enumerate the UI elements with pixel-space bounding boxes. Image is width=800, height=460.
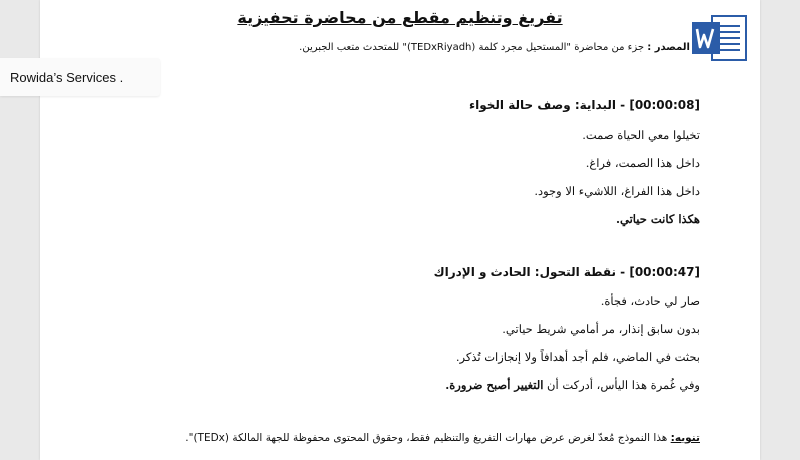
- section-2-line-3: بحثت في الماضي، فلم أجد أهدافاً ولا إنجازات تُذكر.: [455, 350, 700, 364]
- section-1-closing: هكذا كانت حياتي.: [616, 212, 700, 226]
- document-body: [100, 0, 700, 460]
- brand-label-text: Rowida’s Services .: [10, 69, 124, 85]
- disclaimer-note: [185, 432, 700, 444]
- section-2-timestamp: [00:00:47] - نقطة التحول: الحادث و الإدراك: [433, 265, 700, 279]
- source-text: جزء من محاضرة "المستحيل مجرد كلمة (TEDxRiyadh)" للمتحدث متعب الجبرين.: [299, 42, 645, 53]
- section-2-line-2: بدون سابق إنذار، مر أمامي شريط حياتي.: [502, 322, 700, 336]
- note-label: تنويه:: [670, 432, 700, 444]
- section-1-timestamp: [00:00:08] - البداية: وصف حالة الخواء: [468, 98, 700, 112]
- section-2-closing: [445, 378, 700, 392]
- source-label: المصدر :: [647, 42, 690, 53]
- section-2-closing-prefix: وفي غُمرة هذا اليأس، أدركت أن: [543, 378, 700, 392]
- source-line: [299, 42, 690, 53]
- document-title: تفريغ وتنظيم مقطع من محاضرة تحفيزية: [237, 8, 563, 27]
- note-text: هذا النموذج مُعدّ لغرض عرض مهارات التفريغ والتنظيم فقط، وحقوق المحتوى محفوظة للجهة المالكة (TEDx)".: [185, 432, 671, 444]
- section-1-line-1: تخيلوا معي الحياة صمت.: [582, 128, 700, 142]
- section-2-closing-bold: التغيير أصبح ضرورة.: [445, 378, 544, 392]
- section-1-line-3: داخل هذا الفراغ، اللاشيء الا وجود.: [534, 184, 700, 198]
- word-document-icon: [690, 14, 748, 62]
- brand-label: [0, 58, 160, 96]
- section-2-line-1: صار لي حادث، فجأة.: [600, 294, 700, 308]
- section-1-line-2: داخل هذا الصمت، فراغ.: [585, 156, 700, 170]
